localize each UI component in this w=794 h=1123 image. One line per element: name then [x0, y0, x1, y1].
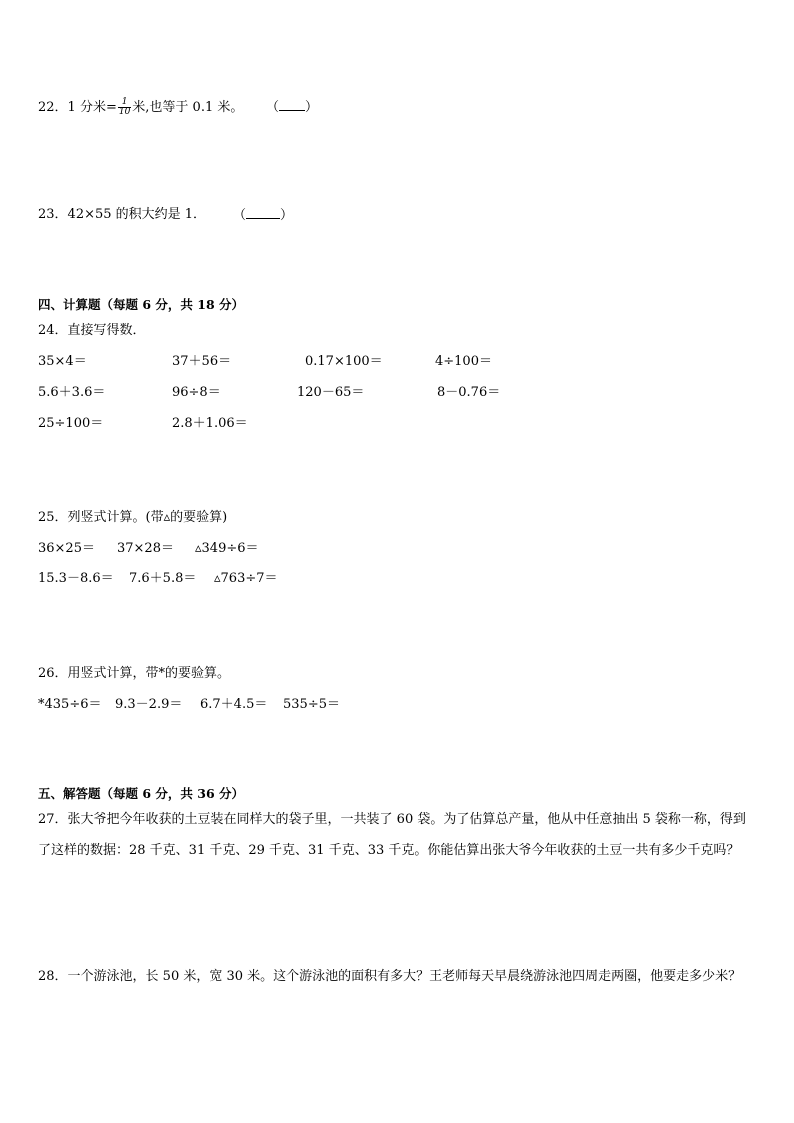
question-28: [38, 961, 758, 992]
calc-item: 0.17×100＝: [305, 354, 383, 369]
question-text: 张大爷把今年收获的土豆装在同样大的袋子里，一共装了 60 袋。为了估算总产量，他从中任意抽出 5 袋称一称，得到了这样的数据：28 千克、31 千克、29 千克、31 千克、33 千克。你能估算出张大爷今年收获的土豆一共有多少千克吗？: [38, 812, 746, 858]
calc-item: 535÷5＝: [283, 697, 340, 712]
section-heading: 五、解答题（每题 6 分，共 36 分）: [38, 786, 245, 801]
answer-underline: [246, 206, 280, 219]
fraction: [118, 98, 131, 117]
calc-item: 120－65＝: [297, 385, 365, 400]
paren-open: （: [233, 208, 247, 223]
calc-item: 4÷100＝: [435, 354, 492, 369]
calc-item: 7.6＋5.8＝: [129, 571, 197, 586]
paren-close: ）: [280, 208, 294, 223]
question-text: 一个游泳池，长 50 米，宽 30 米。这个游泳池的面积有多大？王老师每天早晨绕游泳池四周走两圈，他要走多少米？: [67, 969, 742, 984]
question-23: [38, 206, 206, 224]
question-26: [38, 665, 230, 683]
question-22: [38, 98, 243, 117]
calc-item: 6.7＋4.5＝: [200, 697, 268, 712]
calc-item: 37＋56＝: [172, 354, 232, 369]
fraction-numerator: 1: [118, 98, 131, 108]
calc-item: 9.3－2.9＝: [115, 697, 183, 712]
calc-item: 15.3－8.6＝: [38, 571, 114, 586]
calc-item: 2.8＋1.06＝: [172, 416, 248, 431]
answer-blank-22[interactable]: [266, 98, 318, 117]
question-number: 23．: [38, 207, 68, 222]
question-number: 25．: [38, 510, 68, 525]
paren-open: （: [266, 100, 280, 115]
calc-item: 37×28＝: [117, 541, 174, 556]
question-25: [38, 509, 227, 527]
calc-item: 5.6＋3.6＝: [38, 385, 106, 400]
question-text: 1 分米=: [67, 100, 117, 115]
question-text: 米,也等于 0.1 米。: [132, 100, 244, 115]
question-text: 42×55 的积大约是 1．: [67, 207, 207, 222]
question-text: 直接写得数．: [67, 323, 146, 338]
calc-item: 35×4＝: [38, 354, 87, 369]
calc-item: *435÷6＝: [38, 697, 102, 712]
question-number: 26．: [38, 666, 68, 681]
paren-close: ）: [305, 100, 319, 115]
question-27: [38, 804, 758, 866]
calc-item: 36×25＝: [38, 541, 95, 556]
fraction-denominator: 10: [118, 107, 131, 117]
answer-blank-23[interactable]: [233, 206, 293, 225]
calc-item: ▵349÷6＝: [195, 541, 259, 556]
question-text: 列竖式计算。(带▵的要验算): [67, 510, 228, 525]
question-number: 22．: [38, 100, 68, 115]
calc-item: 8－0.76＝: [437, 385, 501, 400]
answer-underline: [279, 98, 305, 111]
calc-item: 25÷100＝: [38, 416, 104, 431]
question-24: [38, 322, 146, 340]
calc-item: 96÷8＝: [172, 385, 221, 400]
section-heading: 四、计算题（每题 6 分，共 18 分）: [38, 297, 245, 312]
question-number: 24．: [38, 323, 68, 338]
question-number: 28．: [38, 969, 68, 984]
question-number: 27．: [38, 812, 68, 827]
question-text: 用竖式计算，带*的要验算。: [67, 666, 231, 681]
calc-item: ▵763÷7＝: [214, 571, 278, 586]
